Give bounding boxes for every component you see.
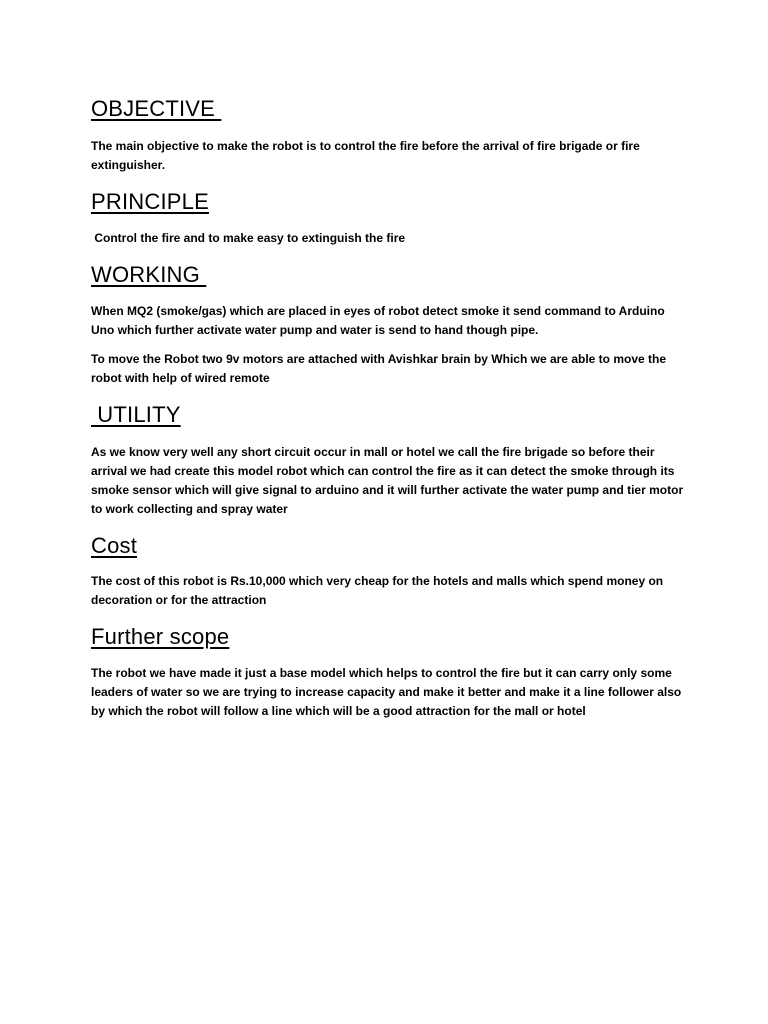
paragraph-principle: Control the fire and to make easy to extinguish the fire <box>91 231 406 245</box>
heading-further-scope: Further scope <box>91 624 230 649</box>
paragraph-utility: As we know very well any short circuit occur in mall or hotel we call the fire brigade so before their arrival we had create this model robot which can control the fire as it can detect the smoke through its smoke sensor which will give signal to arduino and it will further activate the water pump and tier motor to work collecting and spray water <box>91 445 684 516</box>
heading-utility: UTILITY <box>91 402 181 427</box>
paragraph-working-1: When MQ2 (smoke/gas) which are placed in eyes of robot detect smoke it send command to Arduino Uno which further activate water pump and water is send to hand though pipe. <box>91 304 665 337</box>
paragraph-working-2: To move the Robot two 9v motors are attached with Avishkar brain by Which we are able to move the robot with help of wired remote <box>91 352 667 385</box>
paragraph-further-scope: The robot we have made it just a base model which helps to control the fire but it can carry only some leaders of water so we are trying to increase capacity and make it better and make it a line follower also by which the robot will follow a line which will be a good attraction for the mall or hotel <box>91 666 682 718</box>
paragraph-objective: The main objective to make the robot is to control the fire before the arrival of fire brigade or fire extinguisher. <box>91 139 640 172</box>
heading-principle: PRINCIPLE <box>91 189 209 214</box>
heading-objective: OBJECTIVE <box>91 96 222 121</box>
heading-working: WORKING <box>91 262 207 287</box>
paragraph-cost: The cost of this robot is Rs.10,000 which very cheap for the hotels and malls which spend money on decoration or for the attraction <box>91 574 664 607</box>
heading-cost: Cost <box>91 533 138 558</box>
